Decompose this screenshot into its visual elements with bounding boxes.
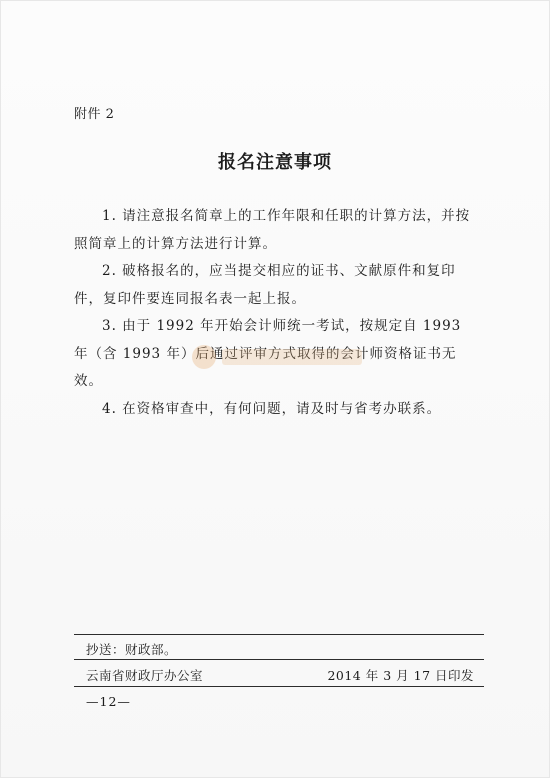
- footer-divider-middle: [74, 659, 484, 660]
- issue-date: 2014 年 3 月 17 日印发: [327, 668, 474, 683]
- issuing-office: 云南省财政厅办公室: [86, 668, 204, 683]
- page-number: —12—: [86, 694, 131, 709]
- attachment-label: 附件 2: [74, 107, 115, 122]
- notice-item-4: 4. 在资格审查中，有何问题，请及时与省考办联系。: [102, 400, 442, 417]
- notice-item-2: 2. 破格报名的，应当提交相应的证书、文献原件和复印件，复印件要连同报名表一起上报。: [74, 263, 456, 307]
- notice-body: [74, 203, 479, 423]
- footer-divider-bottom: [74, 686, 484, 687]
- cc-line: 抄送：财政部。: [86, 642, 178, 657]
- notice-item-3: 3. 由于 1992 年开始会计师统一考试，按规定自 1993 年（含 1993 年）后通过评审方式取得的会计师资格证书无效。: [74, 318, 462, 389]
- footer-divider-top: [74, 634, 484, 635]
- page-title: 报名注意事项: [218, 152, 332, 173]
- notice-item-1: 1. 请注意报名简章上的工作年限和任职的计算方法，并按照简章上的计算方法进行计算。: [74, 208, 471, 252]
